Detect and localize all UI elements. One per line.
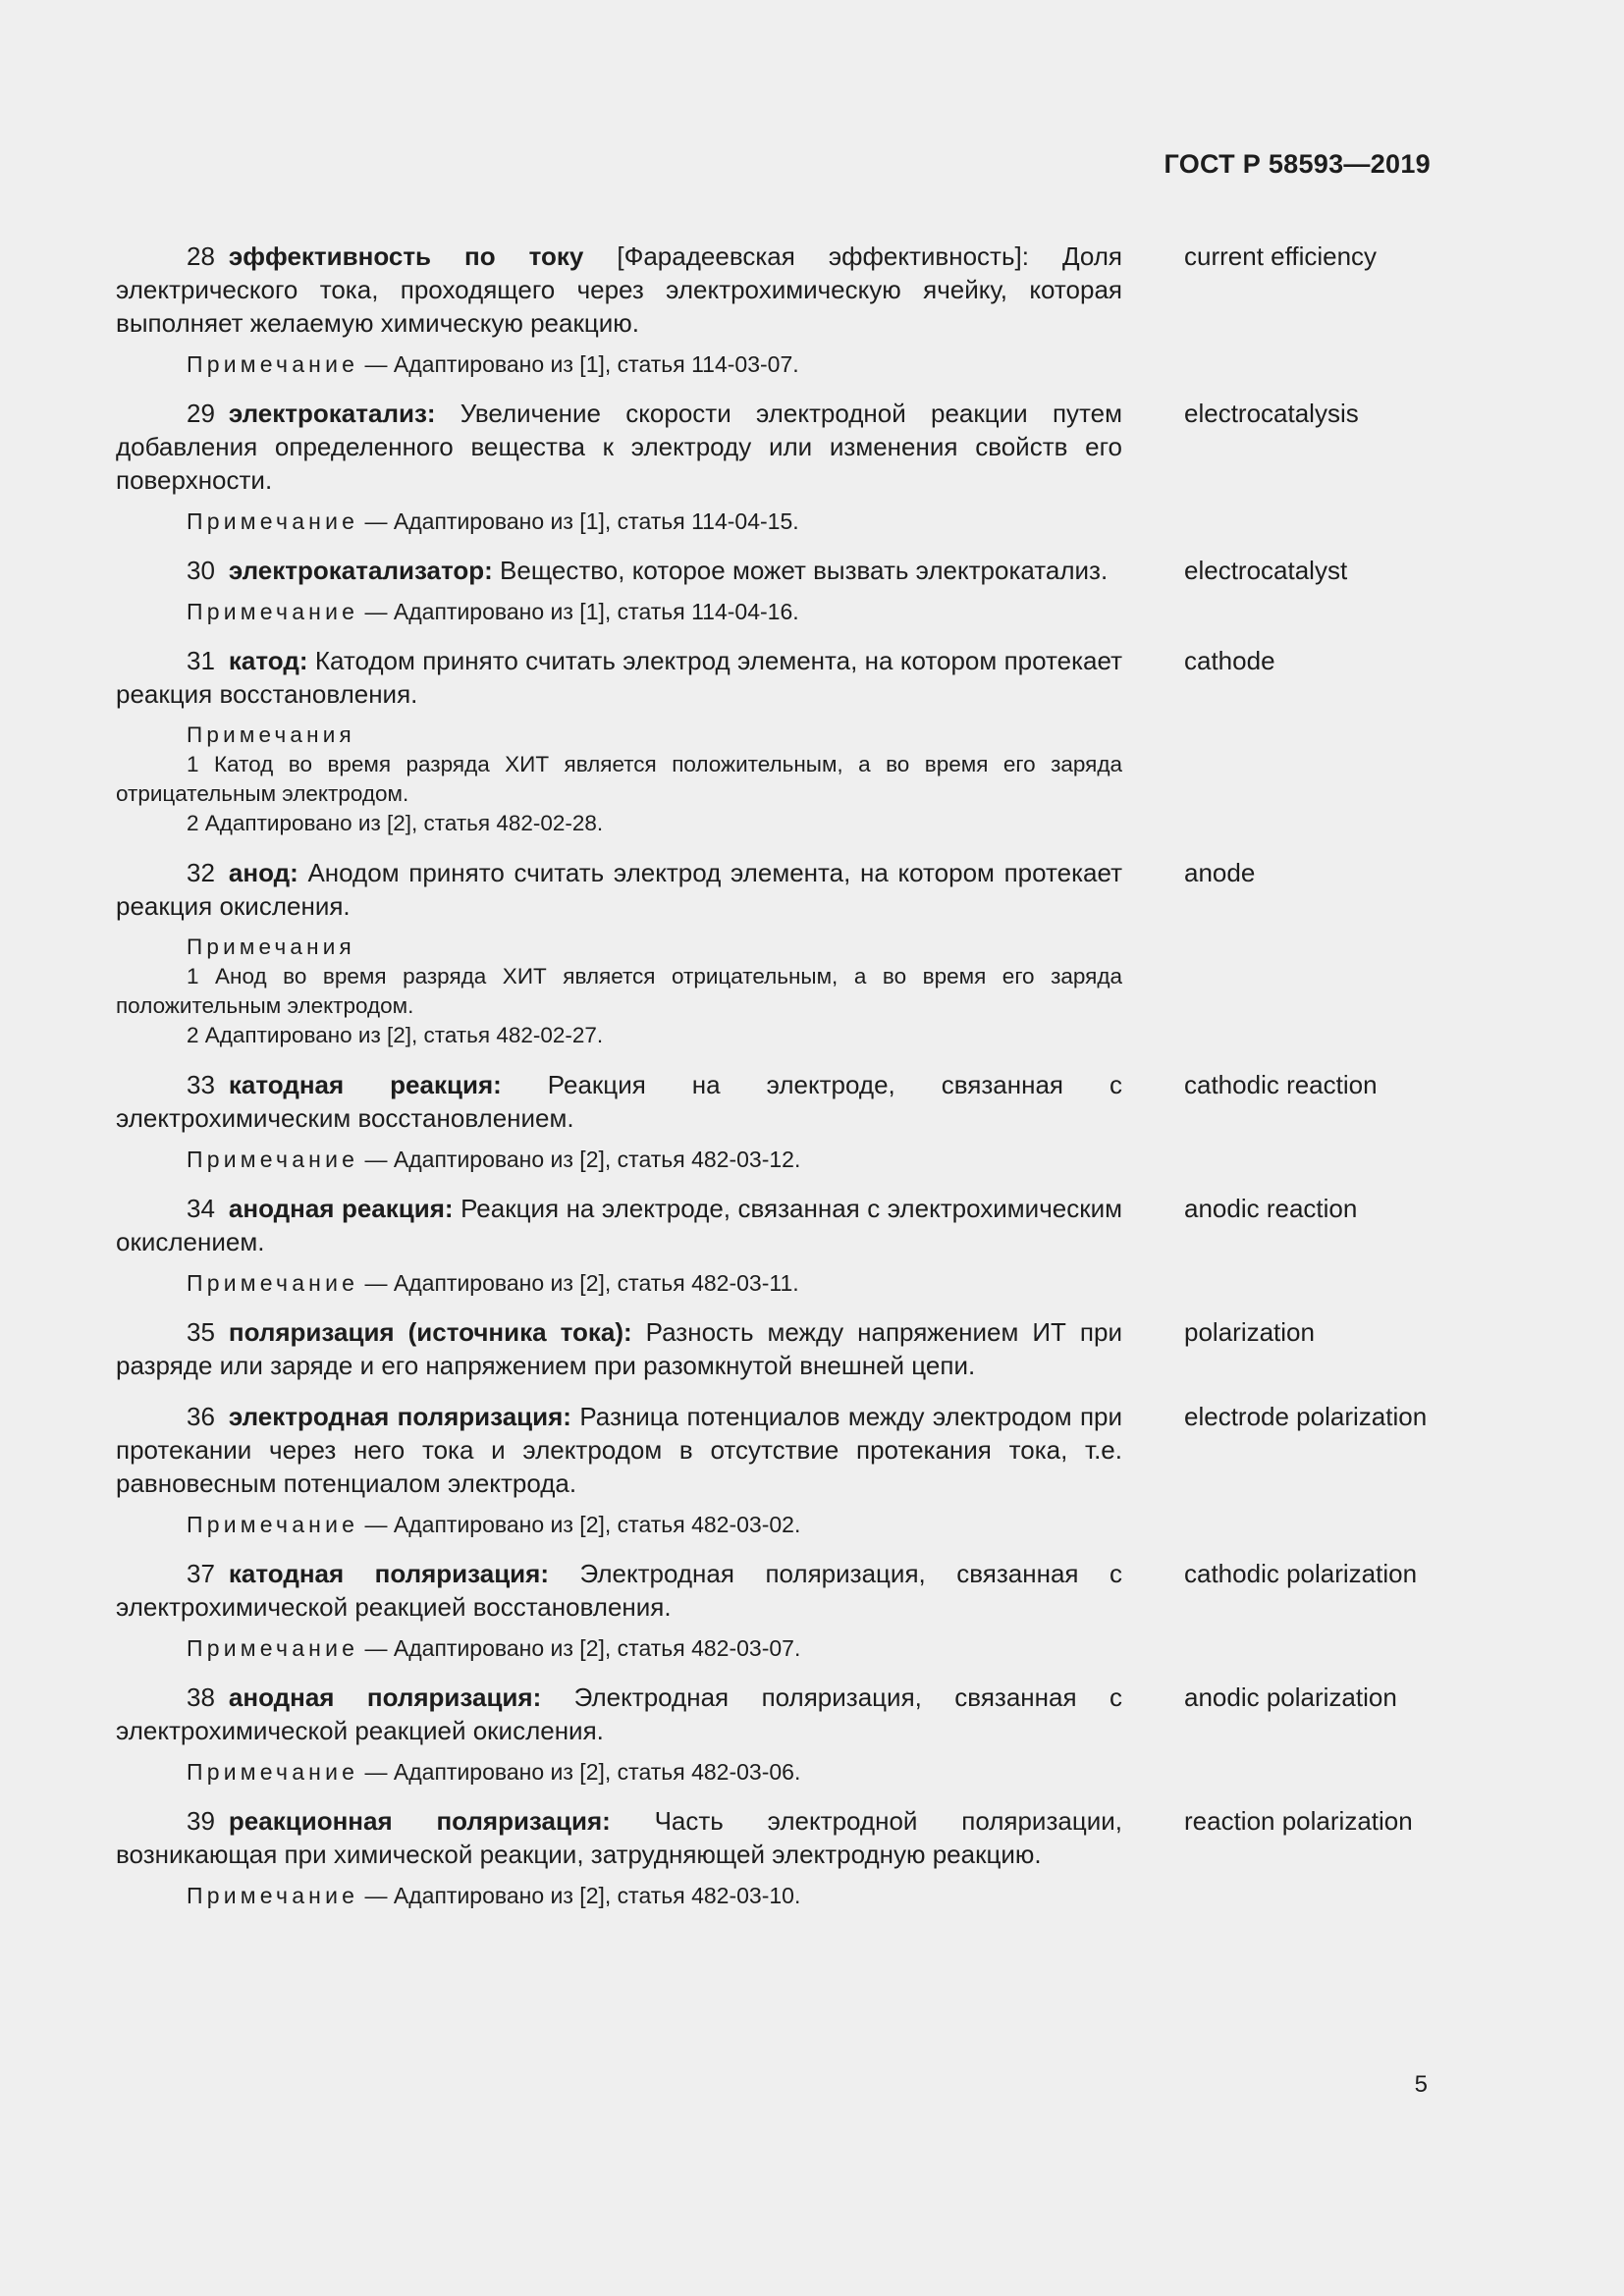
term-entry <box>116 644 1432 838</box>
term-entry <box>116 1681 1432 1787</box>
note-label: Примечание <box>187 1147 359 1172</box>
term-entry <box>116 240 1432 379</box>
term-definition <box>116 1315 1122 1382</box>
term-english: polarization <box>1184 1317 1315 1347</box>
note-text: — Адаптировано из [1], статья 114-04-15. <box>358 508 799 534</box>
term-name: анодная реакция: <box>228 1194 454 1223</box>
term-entry <box>116 397 1432 536</box>
term-definition <box>116 1681 1122 1747</box>
term-definition <box>116 856 1122 923</box>
term-note <box>116 1268 1122 1298</box>
term-english: electrocatalysis <box>1184 399 1359 428</box>
term-note <box>116 1633 1122 1663</box>
term-entry <box>116 1192 1432 1298</box>
notes-title: Примечания <box>187 934 355 959</box>
term-english: current efficiency <box>1184 241 1378 271</box>
term-number: 38 <box>187 1682 215 1712</box>
term-name: эффективность по току <box>228 241 584 271</box>
term-definition <box>116 554 1122 587</box>
term-number: 34 <box>187 1194 215 1223</box>
term-english: electrocatalyst <box>1184 556 1348 585</box>
term-note <box>116 349 1122 379</box>
term-number: 36 <box>187 1402 215 1431</box>
term-definition <box>116 1068 1122 1135</box>
term-name: электрокатализатор: <box>228 556 493 585</box>
note-label: Примечание <box>187 1883 359 1908</box>
note-label: Примечание <box>187 1270 359 1296</box>
term-note <box>116 1881 1122 1910</box>
document-code-header: ГОСТ Р 58593—2019 <box>1164 149 1431 179</box>
term-number: 31 <box>187 646 215 675</box>
term-name: электрокатализ: <box>228 399 436 428</box>
note-label: Примечание <box>187 1759 359 1785</box>
note-text: — Адаптировано из [2], статья 482-03-10. <box>358 1883 801 1908</box>
term-notes <box>116 721 1122 838</box>
term-number: 39 <box>187 1806 215 1836</box>
term-english: cathode <box>1184 646 1275 675</box>
term-definition <box>116 240 1122 340</box>
term-name: поляризация (источника тока): <box>228 1317 632 1347</box>
term-name: электродная поляризация: <box>228 1402 571 1431</box>
term-number: 33 <box>187 1070 215 1099</box>
term-number: 32 <box>187 858 215 887</box>
term-english: electrode polarization <box>1184 1402 1428 1431</box>
term-definition <box>116 1192 1122 1258</box>
note-label: Примечание <box>187 1512 359 1537</box>
term-number: 29 <box>187 399 215 428</box>
term-english: anodic polarization <box>1184 1682 1397 1712</box>
term-note <box>116 1510 1122 1539</box>
term-name: анодная поляризация: <box>228 1682 542 1712</box>
note-text: — Адаптировано из [2], статья 482-03-07. <box>358 1635 801 1661</box>
term-name: катод: <box>228 646 308 675</box>
term-definition <box>116 1804 1122 1871</box>
note-label: Примечание <box>187 351 359 377</box>
term-text: Электродная поляризация, связанная с электрохимической реакцией восстановления. <box>116 1559 1122 1622</box>
term-number: 28 <box>187 241 215 271</box>
note-item: 2 Адаптировано из [2], статья 482-02-28. <box>187 811 604 835</box>
term-number: 35 <box>187 1317 215 1347</box>
term-name: катодная реакция: <box>228 1070 502 1099</box>
note-label: Примечание <box>187 508 359 534</box>
note-item: 1 Анод во время разряда ХИТ является отрицательным, а во время его заряда положительным электродом. <box>116 964 1122 1018</box>
notes-title: Примечания <box>187 722 355 747</box>
term-text: [Фарадеевская эффективность]: Доля электрического тока, проходящего через электрохимическую ячейку, которая выполняет желаемую химическую реакцию. <box>116 241 1122 338</box>
term-note <box>116 597 1122 626</box>
term-definition <box>116 1400 1122 1500</box>
term-english: cathodic polarization <box>1184 1559 1418 1588</box>
term-entry <box>116 856 1432 1050</box>
term-entry <box>116 1804 1432 1910</box>
note-label: Примечание <box>187 1635 359 1661</box>
note-item: 2 Адаптировано из [2], статья 482-02-27. <box>187 1023 604 1047</box>
term-text: Электродная поляризация, связанная с электрохимической реакцией окисления. <box>116 1682 1122 1745</box>
term-text: Увеличение скорости электродной реакции путем добавления определенного вещества к электроду или изменения свойств его поверхности. <box>116 399 1122 495</box>
note-text: — Адаптировано из [1], статья 114-03-07. <box>358 351 799 377</box>
term-name: анод: <box>228 858 298 887</box>
term-number: 30 <box>187 556 215 585</box>
term-definition <box>116 1557 1122 1624</box>
term-text: Реакция на электроде, связанная с электрохимическим восстановлением. <box>116 1070 1123 1133</box>
term-name: реакционная поляризация: <box>228 1806 611 1836</box>
page-number: 5 <box>1414 2071 1428 2098</box>
note-text: — Адаптировано из [1], статья 114-04-16. <box>358 599 799 624</box>
term-english: anode <box>1184 858 1256 887</box>
note-text: — Адаптировано из [2], статья 482-03-06. <box>358 1759 801 1785</box>
terms-list <box>116 240 1432 1928</box>
term-english: reaction polarization <box>1184 1806 1413 1836</box>
term-text: Анодом принято считать электрод элемента, на котором протекает реакция окисления. <box>116 858 1122 921</box>
term-text: Катодом принято считать электрод элемента, на котором протекает реакция восстановления. <box>116 646 1122 709</box>
term-text: Реакция на электроде, связанная с электрохимическим окислением. <box>116 1194 1122 1256</box>
term-definition <box>116 397 1122 497</box>
term-english: cathodic reaction <box>1184 1070 1378 1099</box>
note-item: 1 Катод во время разряда ХИТ является положительным, а во время его заряда отрицательным электродом. <box>116 752 1122 806</box>
term-entry <box>116 1315 1432 1382</box>
term-entry <box>116 1400 1432 1539</box>
term-name: катодная поляризация: <box>228 1559 549 1588</box>
note-text: — Адаптировано из [2], статья 482-03-02. <box>358 1512 801 1537</box>
note-label: Примечание <box>187 599 359 624</box>
term-text: Разность между напряжением ИТ при разряде или заряде и его напряжением при разомкнутой внешней цепи. <box>116 1317 1122 1380</box>
note-text: — Адаптировано из [2], статья 482-03-11. <box>358 1270 799 1296</box>
term-number: 37 <box>187 1559 215 1588</box>
term-entry <box>116 1068 1432 1174</box>
term-text: Разница потенциалов между электродом при протекании через него тока и электродом в отсутствие протекания тока, т.е. равновесным потенциалом электрода. <box>116 1402 1123 1498</box>
term-text: Вещество, которое может вызвать электрокатализ. <box>492 556 1109 585</box>
term-note <box>116 1757 1122 1787</box>
term-english: anodic reaction <box>1184 1194 1358 1223</box>
term-entry <box>116 1557 1432 1663</box>
term-text: Часть электродной поляризации, возникающая при химической реакции, затрудняющей электродную реакцию. <box>116 1806 1122 1869</box>
term-entry <box>116 554 1432 626</box>
term-note <box>116 1145 1122 1174</box>
term-note <box>116 507 1122 536</box>
note-text: — Адаптировано из [2], статья 482-03-12. <box>358 1147 801 1172</box>
term-definition <box>116 644 1122 711</box>
term-notes <box>116 933 1122 1050</box>
